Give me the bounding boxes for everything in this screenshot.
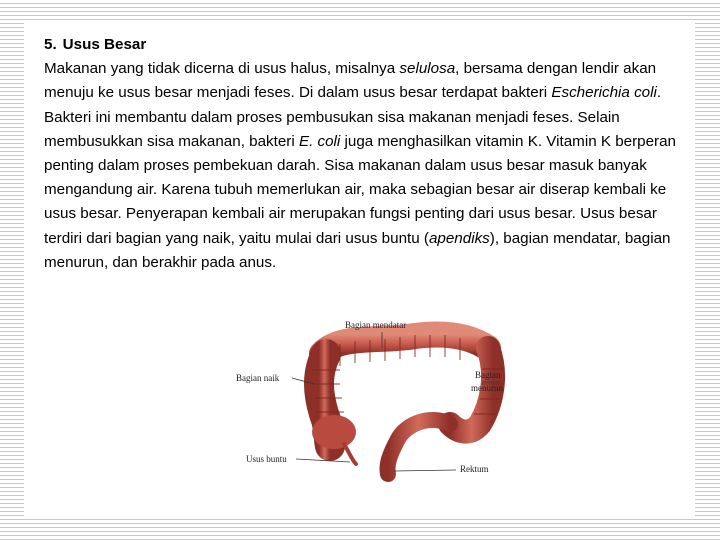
italic-term: E. coli <box>298 132 341 150</box>
large-intestine-illustration <box>230 314 520 486</box>
heading-number: 5. <box>44 36 57 53</box>
large-intestine-figure <box>230 314 520 486</box>
sigmoid-rectum <box>387 420 450 474</box>
heading-title: Usus Besar <box>62 36 147 53</box>
italic-term: Escherichia coli <box>551 84 657 102</box>
appendix <box>344 444 356 464</box>
label-bagian-naik: Bagian naik <box>236 373 280 383</box>
label-rektum: Rektum <box>460 464 489 474</box>
text-block <box>44 33 684 275</box>
text-run: , bersama dengan lendir akan menuju ke usus besar menjadi feses. Di dalam usus besar terdapat bakteri <box>44 60 657 102</box>
italic-term: apendiks <box>428 229 490 247</box>
italic-term: selulosa <box>399 60 456 78</box>
text-run: . Bakteri ini membantu dalam proses pembusukan sisa makanan menjadi feses. Selain membusukkan sisa makanan, bakteri <box>44 84 662 150</box>
label-bagian-menurun-1: Bagian <box>475 370 501 380</box>
label-usus-buntu: Usus buntu <box>246 454 287 464</box>
text-run: juga menghasilkan vitamin K. Vitamin K berperan penting dalam proses pembekuan darah. Sisa makanan dalam usus besar masuk banyak mengandung air. Karena tubuh memerlukan air, maka sebagian besar air diserap kembali ke usus besar. Penyerapan kembali air merupakan fungsi penting dari usus besar. Usus besar terdiri dari bagian yang naik, yaitu mulai dari usus buntu ( <box>44 132 677 247</box>
transverse-colon <box>322 335 488 355</box>
label-bagian-mendatar: Bagian mendatar <box>345 320 407 330</box>
text-run: Makanan yang tidak dicerna di usus halus, misalnya <box>44 60 400 78</box>
section-heading <box>44 33 684 57</box>
label-bagian-menurun-2: menurun <box>471 383 503 393</box>
text-run: ), bagian mendatar, bagian menurun, dan berakhir pada anus. <box>44 229 671 271</box>
cecum <box>312 415 356 449</box>
body-paragraph <box>44 57 684 275</box>
